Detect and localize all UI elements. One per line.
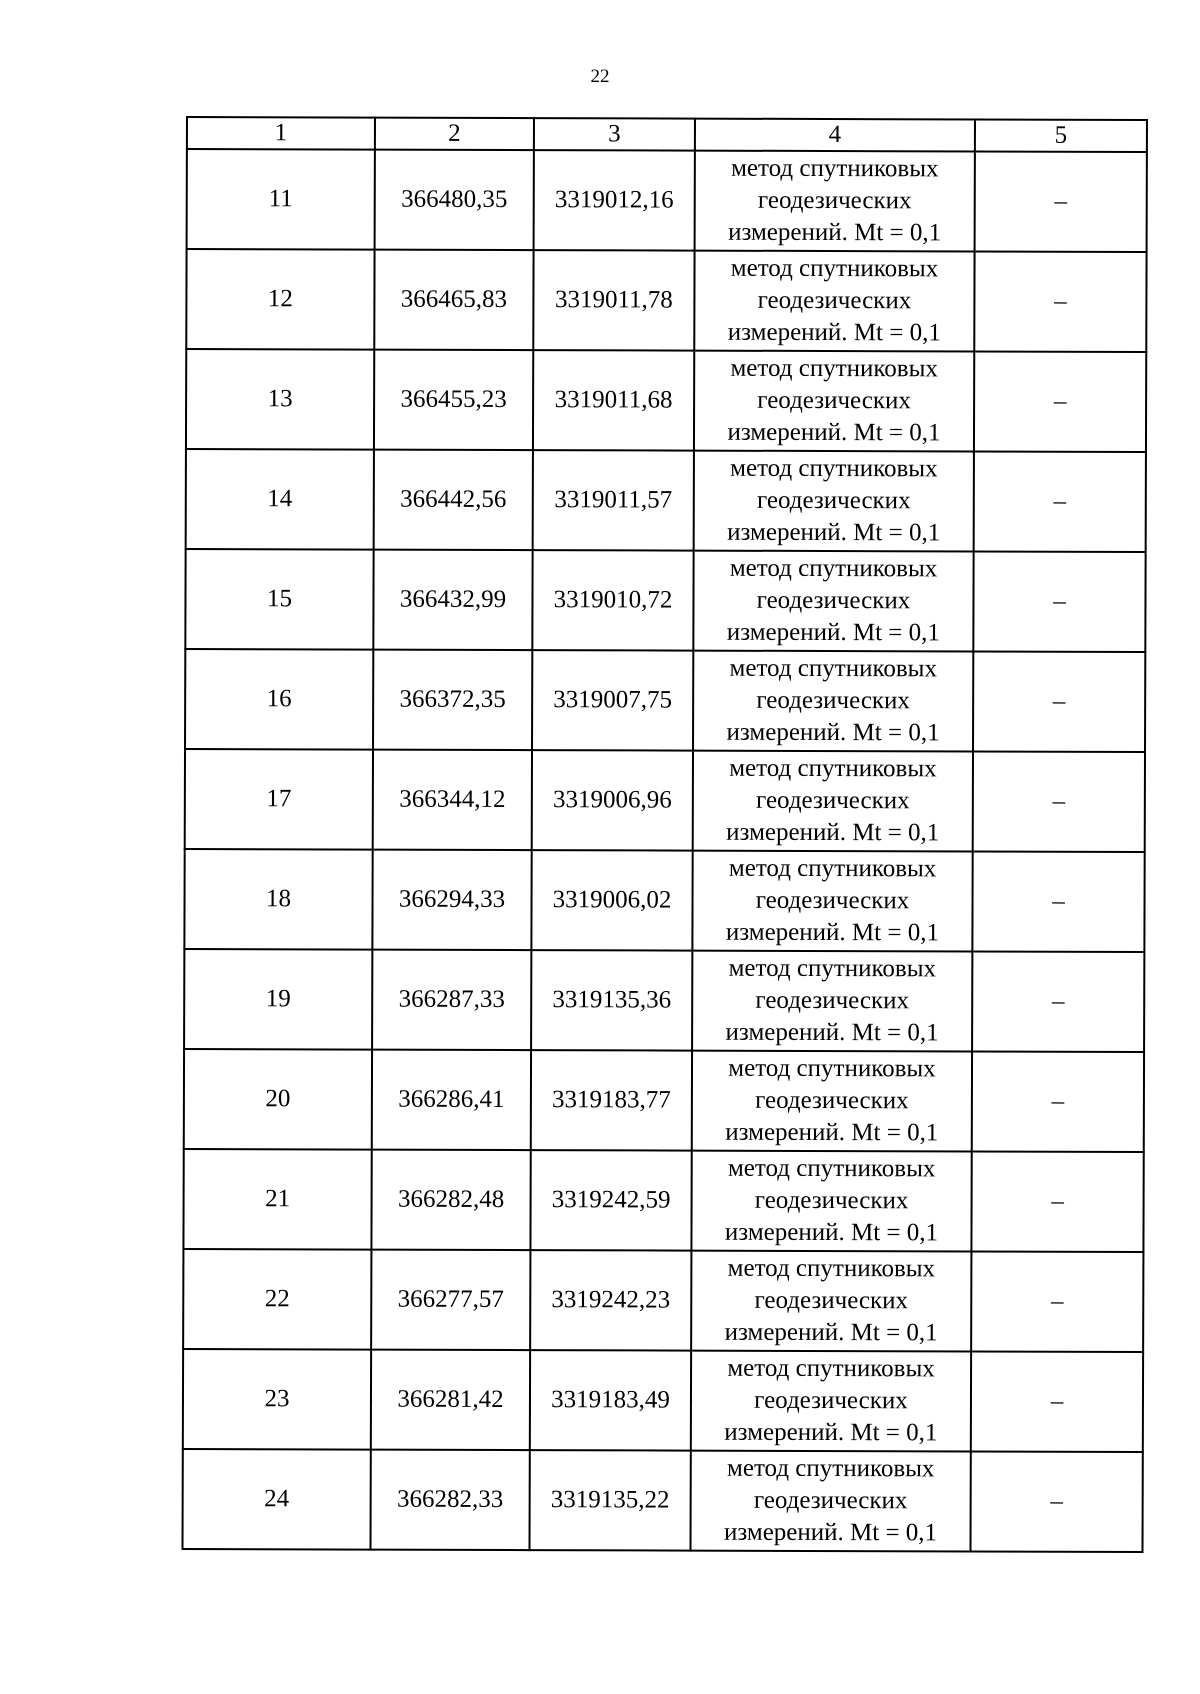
point-number-cell: 17 <box>185 749 373 850</box>
method-line: геодезических <box>756 486 911 515</box>
point-number-cell: 16 <box>185 649 373 750</box>
table-row <box>182 1449 1142 1552</box>
x-coordinate-cell: 366282,33 <box>370 1450 529 1550</box>
point-number-cell: 23 <box>183 1349 371 1450</box>
method-line: измерений. Mt = 0,1 <box>725 1118 939 1147</box>
table-row <box>185 649 1145 752</box>
page-number: 22 <box>590 66 610 87</box>
method-line: геодезических <box>753 1486 908 1515</box>
method-line: измерений. Mt = 0,1 <box>726 818 940 847</box>
method-cell <box>691 1351 971 1452</box>
point-number-cell: 20 <box>184 1049 372 1150</box>
x-coordinate-cell: 366277,57 <box>371 1250 530 1350</box>
point-number-cell: 13 <box>186 349 374 450</box>
note-cell: – <box>973 551 1145 652</box>
method-cell <box>694 351 974 452</box>
method-line: геодезических <box>756 686 911 715</box>
table-row <box>183 1249 1143 1352</box>
table-row <box>186 449 1146 552</box>
y-coordinate-cell: 3319242,59 <box>530 1150 691 1251</box>
method-line: метод спутниковых <box>729 554 938 583</box>
table-row <box>184 1049 1144 1152</box>
table-row <box>187 149 1147 252</box>
point-number-cell: 18 <box>184 849 372 950</box>
method-cell <box>694 451 974 552</box>
x-coordinate-cell: 366287,33 <box>372 950 531 1050</box>
table-row <box>186 249 1146 352</box>
note-cell: – <box>971 1251 1143 1352</box>
method-line: измерений. Mt = 0,1 <box>728 218 942 247</box>
method-cell <box>691 1151 971 1252</box>
point-number-cell: 19 <box>184 949 372 1050</box>
x-coordinate-cell: 366432,99 <box>373 550 532 650</box>
y-coordinate-cell: 3319011,78 <box>533 250 694 351</box>
table-row <box>185 549 1145 652</box>
point-number-cell: 15 <box>185 549 373 650</box>
note-cell: – <box>972 1051 1144 1152</box>
note-cell: – <box>974 351 1146 452</box>
method-line: метод спутниковых <box>727 1354 935 1383</box>
table-row <box>185 749 1145 852</box>
table-row <box>183 1349 1143 1452</box>
note-cell: – <box>974 251 1146 352</box>
method-cell <box>690 1451 970 1552</box>
method-line: метод спутниковых <box>728 1054 936 1083</box>
method-line: геодезических <box>754 1186 909 1215</box>
note-cell: – <box>973 751 1145 852</box>
point-number-cell: 11 <box>187 149 375 250</box>
table-header-row <box>187 117 1147 152</box>
note-cell: – <box>972 851 1144 952</box>
column-header-5: 5 <box>975 119 1147 152</box>
method-line: геодезических <box>754 1286 909 1315</box>
method-cell <box>692 1051 972 1152</box>
note-cell: – <box>972 951 1144 1052</box>
method-line: геодезических <box>755 886 910 915</box>
method-line: измерений. Mt = 0,1 <box>727 518 941 547</box>
point-number-cell: 24 <box>182 1449 370 1550</box>
method-line: геодезических <box>757 186 912 215</box>
x-coordinate-cell: 366465,83 <box>374 250 533 350</box>
method-line: измерений. Mt = 0,1 <box>724 1418 938 1447</box>
x-coordinate-cell: 366282,48 <box>371 1150 530 1250</box>
method-line: геодезических <box>755 986 910 1015</box>
method-line: геодезических <box>757 286 912 315</box>
y-coordinate-cell: 3319006,96 <box>532 750 693 851</box>
x-coordinate-cell: 366442,56 <box>374 450 533 550</box>
x-coordinate-cell: 366344,12 <box>373 750 532 850</box>
y-coordinate-cell: 3319011,68 <box>533 350 694 451</box>
note-cell: – <box>970 1451 1142 1552</box>
method-line: измерений. Mt = 0,1 <box>724 1218 939 1247</box>
table-row <box>184 949 1144 1052</box>
method-line: метод спутниковых <box>728 854 937 883</box>
method-line: метод спутниковых <box>730 254 939 283</box>
note-cell: – <box>973 651 1145 752</box>
method-line: измерений. Mt = 0,1 <box>725 1018 939 1047</box>
method-line: измерений. Mt = 0,1 <box>726 618 940 647</box>
method-line: метод спутниковых <box>727 1454 935 1483</box>
note-cell: – <box>974 451 1146 552</box>
point-number-cell: 22 <box>183 1249 371 1350</box>
method-line: измерений. Mt = 0,1 <box>726 718 940 747</box>
method-line: измерений. Mt = 0,1 <box>724 1318 938 1347</box>
method-cell <box>693 651 973 752</box>
method-line: измерений. Mt = 0,1 <box>725 918 940 947</box>
y-coordinate-cell: 3319242,23 <box>530 1250 691 1351</box>
table-row <box>183 1149 1143 1252</box>
method-line: геодезических <box>754 1386 908 1415</box>
method-line: метод спутниковых <box>729 654 938 683</box>
method-line: геодезических <box>757 386 911 415</box>
method-cell <box>693 551 973 652</box>
y-coordinate-cell: 3319012,16 <box>534 150 695 251</box>
method-line: метод спутниковых <box>727 1254 936 1283</box>
method-line: метод спутниковых <box>731 154 939 183</box>
method-line: метод спутниковых <box>730 454 938 483</box>
table-row <box>186 349 1146 452</box>
y-coordinate-cell: 3319183,49 <box>530 1350 691 1451</box>
x-coordinate-cell: 366294,33 <box>372 850 531 950</box>
note-cell: – <box>975 151 1147 252</box>
y-coordinate-cell: 3319010,72 <box>532 550 693 651</box>
method-line: метод спутниковых <box>730 354 938 383</box>
y-coordinate-cell: 3319006,02 <box>531 850 692 951</box>
point-number-cell: 14 <box>186 449 374 550</box>
note-cell: – <box>971 1151 1143 1252</box>
point-number-cell: 21 <box>183 1149 371 1250</box>
method-cell <box>692 851 972 952</box>
method-cell <box>693 751 973 852</box>
method-line: метод спутниковых <box>727 1154 936 1183</box>
coordinates-table <box>181 116 1148 1553</box>
column-header-4: 4 <box>695 119 975 152</box>
y-coordinate-cell: 3319011,57 <box>533 450 694 551</box>
method-line: метод спутниковых <box>728 954 937 983</box>
method-line: метод спутниковых <box>729 754 937 783</box>
column-header-3: 3 <box>534 118 695 151</box>
point-number-cell: 12 <box>186 249 374 350</box>
method-line: измерений. Mt = 0,1 <box>723 1518 938 1547</box>
method-line: измерений. Mt = 0,1 <box>727 318 941 347</box>
method-cell <box>692 951 972 1052</box>
x-coordinate-cell: 366281,42 <box>371 1350 530 1450</box>
column-header-2: 2 <box>375 118 534 150</box>
method-line: геодезических <box>756 786 910 815</box>
x-coordinate-cell: 366480,35 <box>375 150 534 250</box>
method-line: геодезических <box>756 586 911 615</box>
method-cell <box>694 251 974 352</box>
table-row <box>184 849 1144 952</box>
column-header-1: 1 <box>187 117 375 150</box>
y-coordinate-cell: 3319135,22 <box>529 1450 690 1551</box>
x-coordinate-cell: 366286,41 <box>372 1050 531 1150</box>
method-cell <box>691 1251 971 1352</box>
method-line: измерений. Mt = 0,1 <box>727 418 941 447</box>
y-coordinate-cell: 3319135,36 <box>531 950 692 1051</box>
x-coordinate-cell: 366372,35 <box>373 650 532 750</box>
method-cell <box>695 151 975 252</box>
y-coordinate-cell: 3319007,75 <box>532 650 693 751</box>
x-coordinate-cell: 366455,23 <box>374 350 533 450</box>
y-coordinate-cell: 3319183,77 <box>531 1050 692 1151</box>
method-line: геодезических <box>755 1086 909 1115</box>
note-cell: – <box>971 1351 1143 1452</box>
